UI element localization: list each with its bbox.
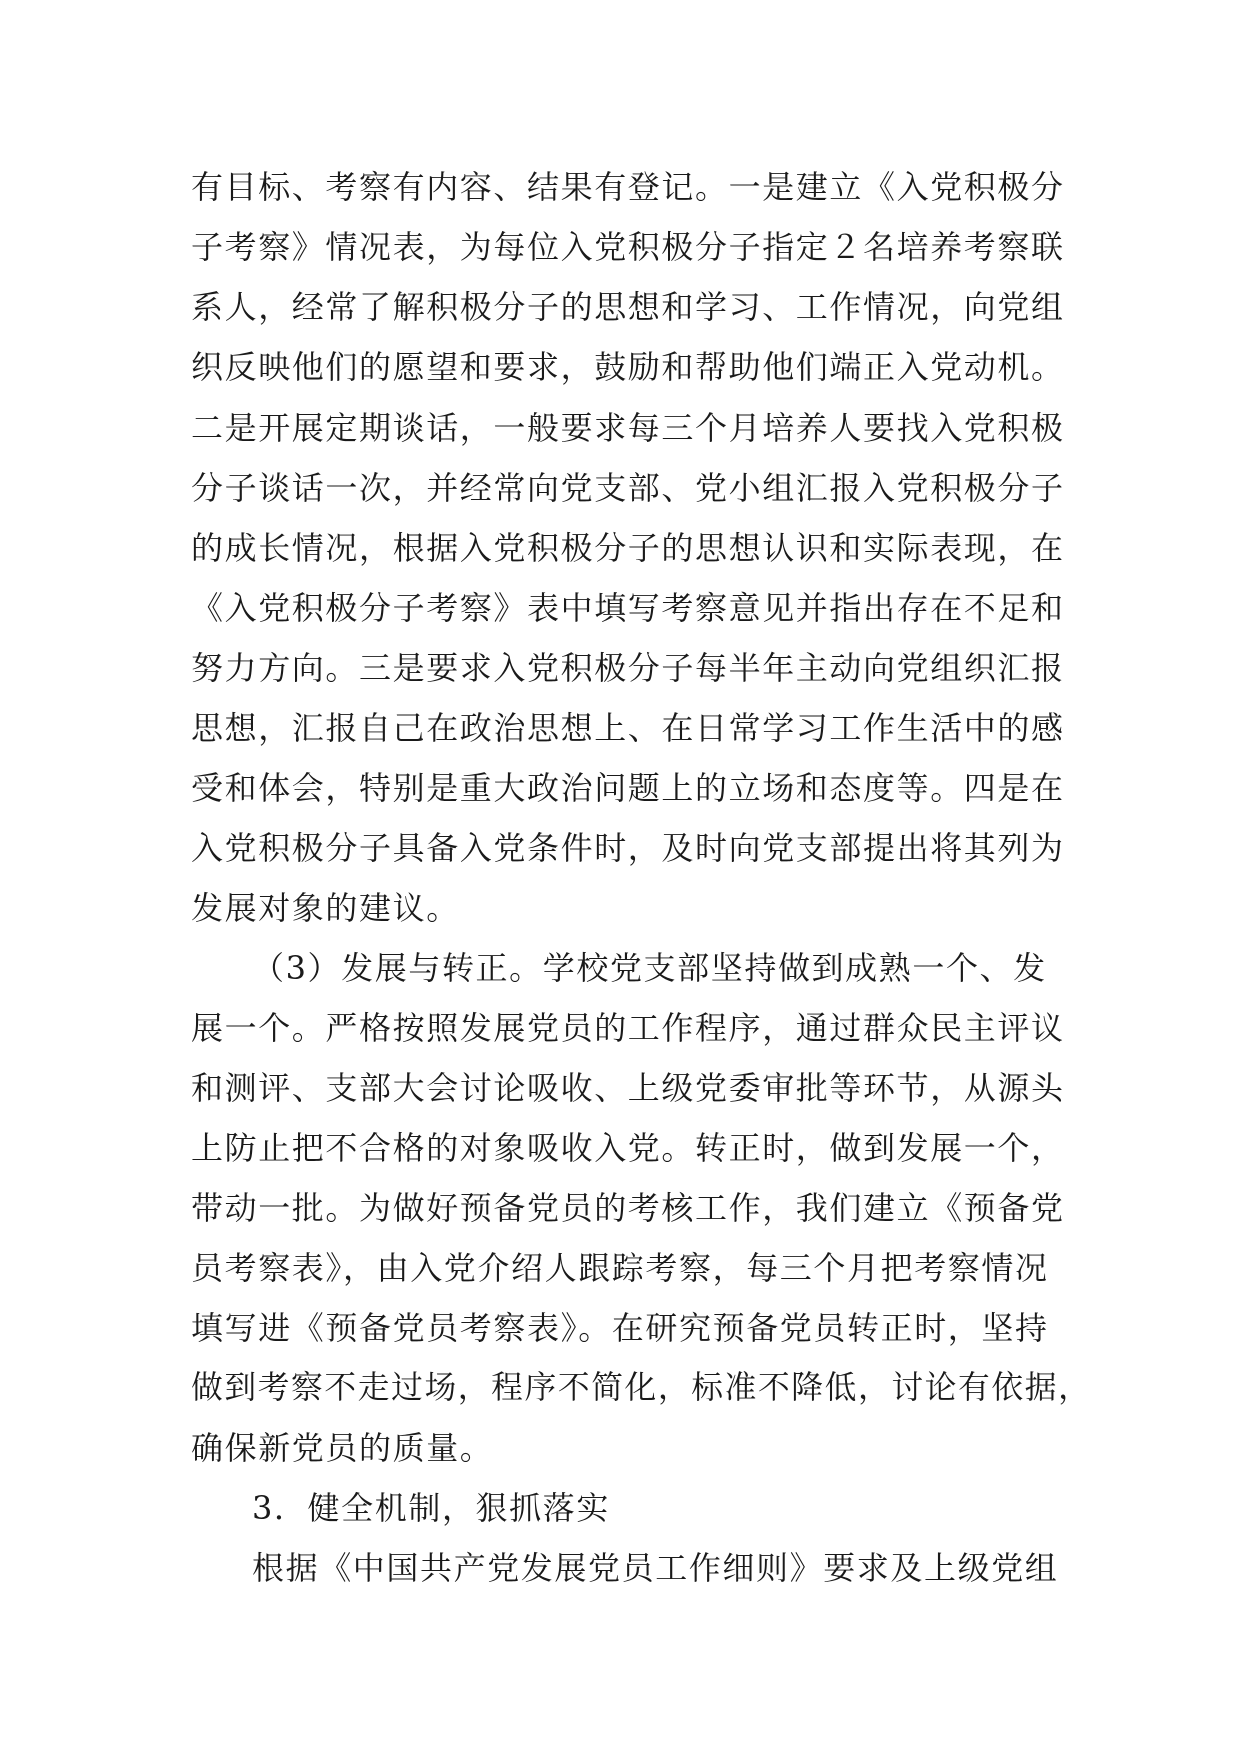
text-line: 和测评、支部大会讨论吸收、上级党委审批等环节，从源头 [191, 1069, 1065, 1107]
text-line: 有目标、考察有内容、结果有登记。一是建立《入党积极分 [191, 168, 1065, 206]
text-line: 努力方向。三是要求入党积极分子每半年主动向党组织汇报 [191, 649, 1065, 687]
text-line: 二是开展定期谈话，一般要求每三个月培养人要找入党积极 [191, 409, 1065, 447]
text-line: 确保新党员的质量。 [191, 1429, 494, 1467]
text-line: 根据《中国共产党发展党员工作细则》要求及上级党组 [252, 1549, 1059, 1587]
text-line: 《入党积极分子考察》表中填写考察意见并指出存在不足和 [191, 589, 1065, 627]
text-line: 子考察》情况表，为每位入党积极分子指定２名培养考察联 [191, 228, 1065, 266]
section-heading: 3．健全机制，狠抓落实 [252, 1489, 610, 1527]
text-line: 做到考察不走过场，程序不简化，标准不降低，讨论有依据， [191, 1370, 1092, 1406]
text-line: 发展对象的建议。 [191, 889, 460, 927]
text-line: 织反映他们的愿望和要求，鼓励和帮助他们端正入党动机。 [191, 348, 1065, 386]
text-line: 受和体会，特别是重大政治问题上的立场和态度等。四是在 [191, 769, 1065, 807]
text-line: （3）发展与转正。学校党支部坚持做到成熟一个、发 [252, 949, 1047, 987]
text-line: 填写进《预备党员考察表》。在研究预备党员转正时，坚持 [191, 1309, 1049, 1347]
text-line: 分子谈话一次，并经常向党支部、党小组汇报入党积极分子 [191, 469, 1065, 507]
text-line: 的成长情况，根据入党积极分子的思想认识和实际表现，在 [191, 529, 1065, 567]
text-line: 思想，汇报自己在政治思想上、在日常学习工作生活中的感 [191, 709, 1065, 747]
text-line: 带动一批。为做好预备党员的考核工作，我们建立《预备党 [191, 1189, 1065, 1227]
text-line: 系人，经常了解积极分子的思想和学习、工作情况，向党组 [191, 288, 1065, 326]
text-line: 员考察表》，由入党介绍人跟踪考察，每三个月把考察情况 [191, 1249, 1049, 1287]
text-line: 展一个。严格按照发展党员的工作程序，通过群众民主评议 [191, 1009, 1065, 1047]
text-line: 上防止把不合格的对象吸收入党。转正时，做到发展一个， [191, 1129, 1065, 1167]
text-line: 入党积极分子具备入党条件时，及时向党支部提出将其列为 [191, 829, 1065, 867]
